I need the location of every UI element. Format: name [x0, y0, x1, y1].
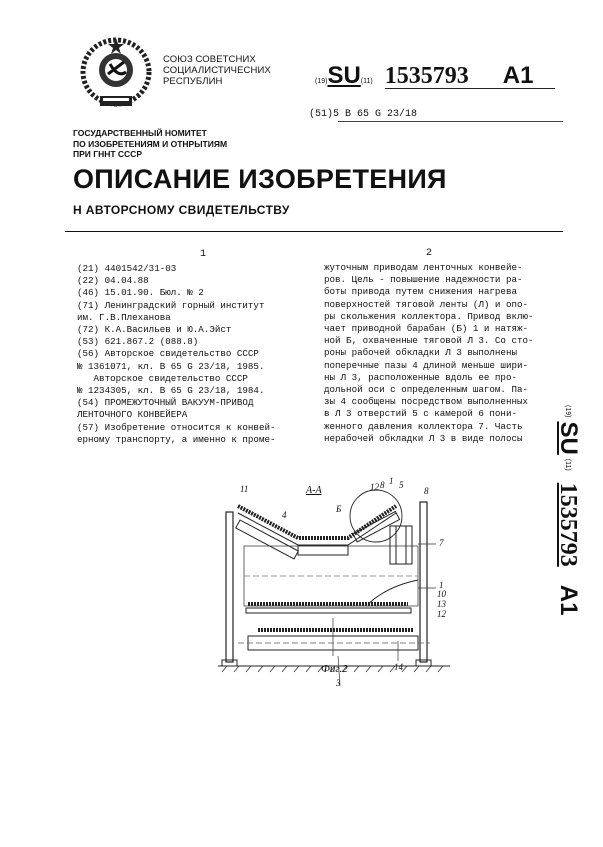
- section-label: А-А: [306, 485, 322, 496]
- text-line: (22) 04.04.88: [77, 275, 149, 287]
- drawing-label: Б: [336, 504, 342, 514]
- text-line: (56) Авторское свидетельство СССР: [77, 348, 259, 360]
- abstract-text: [324, 262, 534, 445]
- text-line: (53) 621.867.2 (088.8): [77, 336, 199, 348]
- side-code-19: (19): [564, 405, 572, 418]
- drawing-label: 8: [380, 480, 385, 490]
- code-11: (11): [360, 78, 373, 85]
- ipc-classification: (51)5 B 65 G 23/18: [309, 109, 418, 120]
- drawing-label: 11: [240, 484, 249, 494]
- text-line: зы 4 сообщены посредством выполненных: [324, 396, 528, 408]
- drawing-label: 1: [439, 580, 444, 590]
- header-divider: [65, 231, 563, 232]
- drawing-label: 10: [437, 589, 446, 599]
- text-line: Авторское свидетельство СССР: [77, 372, 248, 384]
- text-line: (57) Изобретение относится к конвей-: [77, 421, 276, 433]
- text-line: (46) 15.01.90. Бюл. № 2: [77, 287, 204, 299]
- code-19: (19): [315, 78, 328, 85]
- drawing-label: 5: [399, 480, 404, 490]
- drawing-label: 12: [370, 482, 379, 492]
- text-line: ров. Цель - повышение надежности ра-: [324, 274, 523, 286]
- text-line: в Л 3 отверстий 5 с камерой 6 пони-: [324, 408, 517, 420]
- text-line: (21) 4401542/31-03: [77, 263, 177, 274]
- text-line: нерабочей обкладки Л 3 в виде полосы: [324, 432, 523, 444]
- drawing-label: 7: [439, 538, 444, 548]
- bibliographic-data: [77, 263, 275, 446]
- text-line: ры скольжения коллектора. Привод вклю-: [324, 310, 534, 322]
- side-country-code: SU: [555, 421, 582, 455]
- patent-number-underline: [385, 88, 555, 89]
- text-line: (71) Ленинградский горный институт: [77, 299, 265, 311]
- text-line: (72) К.А.Васильев и Ю.А.Эйст: [77, 324, 232, 336]
- document-subtitle: Н АВТОРСНОМУ СВИДЕТЕЛЬСТВУ: [73, 203, 290, 217]
- side-patent-number: 1535793: [555, 482, 582, 567]
- drawing-label: 1: [389, 476, 394, 486]
- union-line: СОЦИАЛИСТИЧЕСНИХ: [163, 65, 271, 76]
- text-line: жуточным приводам ленточных конвейе-: [324, 262, 523, 273]
- committee-line: ГОСУДАРСТВЕННЫЙ НОМИТЕТ: [73, 128, 207, 138]
- committee-name: [73, 128, 227, 160]
- text-line: № 1234305, кл. B 65 G 23/18, 1984.: [77, 385, 265, 397]
- document-title: ОПИСАНИЕ ИЗОБРЕТЕНИЯ: [73, 164, 447, 194]
- drawing-label: 3: [336, 678, 341, 688]
- kind-code: A1: [502, 62, 534, 89]
- drawing-label: 13: [437, 599, 446, 609]
- union-line: СОЮЗ СОВЕТСНИХ: [163, 54, 256, 65]
- text-line: ерному транспорту, а именно к проме-: [77, 433, 276, 445]
- text-line: боты привода путем снижения нагрева: [324, 286, 517, 298]
- patent-number: 1535793: [384, 63, 469, 89]
- text-line: ной Б, охваченные тяговой Л 3. Со сто-: [324, 335, 534, 347]
- text-line: роны рабочей обкладки Л 3 выполнены: [324, 347, 517, 359]
- text-line: поперечные пазы 4 длиной меньше шири-: [324, 359, 528, 371]
- drawing-label: 8: [424, 486, 429, 496]
- side-patent-stamp: [548, 405, 588, 695]
- drawing-label: 14: [394, 662, 403, 672]
- text-line: поверхностей тяговой ленты (Л) и опо-: [324, 298, 528, 310]
- text-line: ЛЕНТОЧНОГО КОНВЕЙЕРА: [77, 409, 188, 421]
- drawing-label: 12: [437, 609, 446, 619]
- ussr-state-emblem: [78, 34, 154, 112]
- text-line: ны Л 3, расположенные вдоль ее про-: [324, 371, 517, 383]
- column-number-1: 1: [200, 249, 207, 260]
- text-line: № 1361071, кл. B 65 G 23/18, 1985.: [77, 360, 265, 372]
- text-line: дольной оси с определенным шагом. Па-: [324, 384, 528, 396]
- side-kind-code: A1: [555, 584, 582, 616]
- text-line: чает приводной барабан (Б) 1 и натяж-: [324, 323, 528, 335]
- committee-line: ПО ИЗОБРЕТЕНИЯМ И ОТНРЫТИЯМ: [73, 138, 228, 149]
- side-code-11: (11): [564, 458, 572, 471]
- committee-line: ПРИ ГННТ СССР: [73, 149, 142, 159]
- text-line: (54) ПРОМЕЖУТОЧНЫЙ ВАКУУМ-ПРИВОД: [77, 397, 254, 409]
- column-number-2: 2: [426, 248, 433, 259]
- union-name: [163, 54, 271, 87]
- patent-number-line: [315, 62, 533, 90]
- figure-caption: Фиг.2: [321, 663, 348, 675]
- text-line: женного давления коллектора 7. Часть: [324, 420, 523, 432]
- country-code: SU: [327, 62, 361, 89]
- drawing-label: 4: [282, 510, 287, 520]
- union-line: РЕСПУБЛИН: [163, 76, 223, 87]
- text-line: им. Г.В.Плеханова: [77, 311, 171, 323]
- ipc-underline: [338, 121, 563, 122]
- technical-drawing: [218, 476, 450, 692]
